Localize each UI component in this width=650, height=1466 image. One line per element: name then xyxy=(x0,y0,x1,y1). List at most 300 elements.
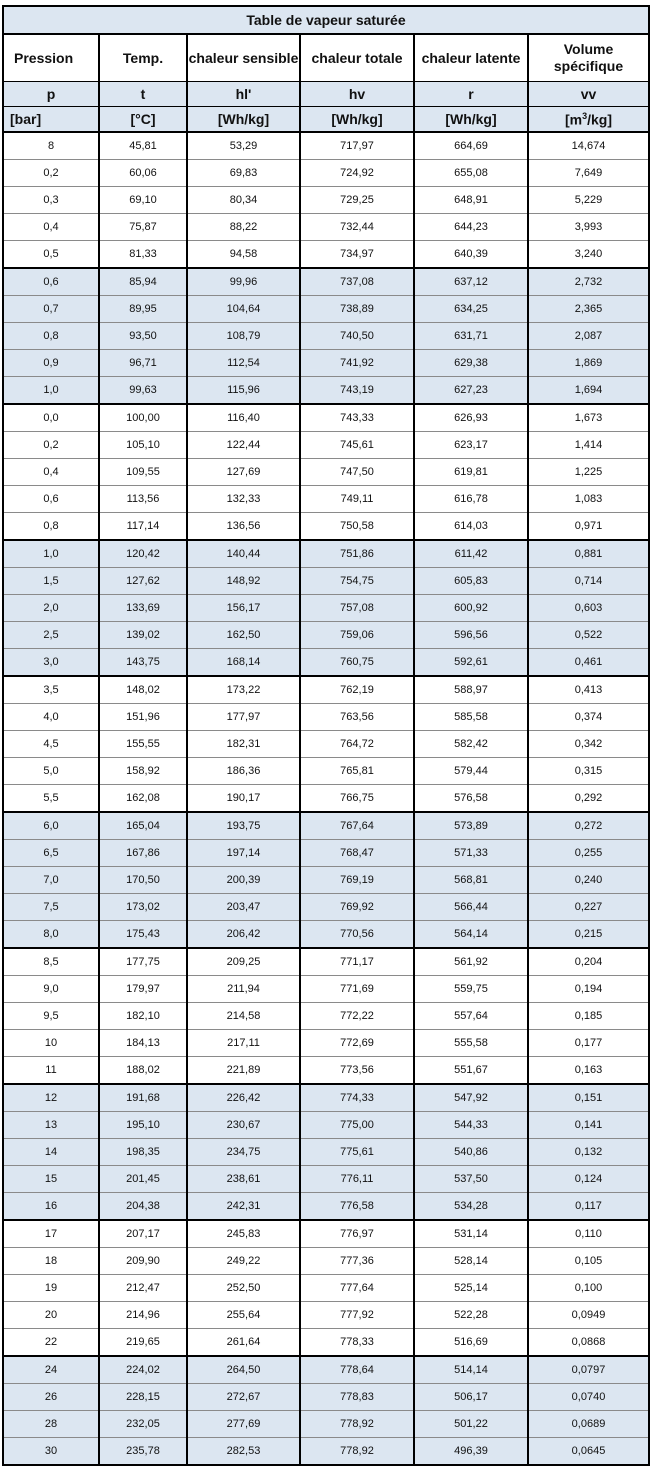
cell-pression: 16 xyxy=(3,1193,99,1221)
table-row xyxy=(3,1248,649,1275)
cell-vv: 2,087 xyxy=(528,323,649,350)
cell-r: 648,91 xyxy=(414,187,528,214)
cell-temp: 170,50 xyxy=(99,867,187,894)
table-row xyxy=(3,921,649,949)
cell-temp: 201,45 xyxy=(99,1166,187,1193)
cell-r: 640,39 xyxy=(414,241,528,269)
cell-r: 557,64 xyxy=(414,1003,528,1030)
cell-r: 592,61 xyxy=(414,649,528,677)
cell-hv: 772,22 xyxy=(300,1003,414,1030)
cell-vv: 14,674 xyxy=(528,132,649,160)
cell-vv: 0,315 xyxy=(528,758,649,785)
cell-vv: 3,993 xyxy=(528,214,649,241)
cell-hv: 729,25 xyxy=(300,187,414,214)
cell-r: 619,81 xyxy=(414,459,528,486)
cell-temp: 158,92 xyxy=(99,758,187,785)
cell-hl: 88,22 xyxy=(187,214,300,241)
cell-temp: 109,55 xyxy=(99,459,187,486)
cell-vv: 0,177 xyxy=(528,1030,649,1057)
cell-hv: 757,08 xyxy=(300,595,414,622)
table-row xyxy=(3,785,649,813)
cell-vv: 1,225 xyxy=(528,459,649,486)
table-row xyxy=(3,1112,649,1139)
cell-pression: 0,4 xyxy=(3,214,99,241)
cell-vv: 1,414 xyxy=(528,432,649,459)
cell-r: 496,39 xyxy=(414,1438,528,1466)
cell-pression: 0,2 xyxy=(3,160,99,187)
cell-vv: 0,227 xyxy=(528,894,649,921)
cell-hl: 190,17 xyxy=(187,785,300,813)
table-body xyxy=(3,132,649,1465)
table-row xyxy=(3,894,649,921)
cell-hv: 749,11 xyxy=(300,486,414,513)
cell-pression: 5,5 xyxy=(3,785,99,813)
table-row xyxy=(3,459,649,486)
cell-r: 631,71 xyxy=(414,323,528,350)
cell-pression: 7,5 xyxy=(3,894,99,921)
table-row xyxy=(3,1302,649,1329)
cell-hl: 209,25 xyxy=(187,948,300,976)
cell-temp: 179,97 xyxy=(99,976,187,1003)
cell-pression: 17 xyxy=(3,1220,99,1248)
cell-r: 579,44 xyxy=(414,758,528,785)
header-volume-specifique: Volume spécifique xyxy=(528,34,649,82)
cell-vv: 0,522 xyxy=(528,622,649,649)
cell-pression: 24 xyxy=(3,1356,99,1384)
cell-hl: 277,69 xyxy=(187,1411,300,1438)
cell-hl: 168,14 xyxy=(187,649,300,677)
cell-r: 540,86 xyxy=(414,1139,528,1166)
cell-hv: 745,61 xyxy=(300,432,414,459)
header-temp: Temp. xyxy=(99,34,187,82)
cell-hl: 115,96 xyxy=(187,377,300,405)
cell-pression: 3,5 xyxy=(3,676,99,704)
cell-hv: 747,50 xyxy=(300,459,414,486)
unit-m3-kg: $[m^3/kg]$ xyxy=(528,107,649,133)
cell-pression: 30 xyxy=(3,1438,99,1466)
cell-temp: 99,63 xyxy=(99,377,187,405)
cell-pression: 0,0 xyxy=(3,404,99,432)
cell-vv: 0,272 xyxy=(528,812,649,840)
cell-hv: 778,33 xyxy=(300,1329,414,1357)
cell-pression: 10 xyxy=(3,1030,99,1057)
cell-hl: 217,11 xyxy=(187,1030,300,1057)
cell-temp: 85,94 xyxy=(99,268,187,296)
cell-temp: 75,87 xyxy=(99,214,187,241)
cell-pression: 9,0 xyxy=(3,976,99,1003)
cell-vv: 2,365 xyxy=(528,296,649,323)
cell-hv: 763,56 xyxy=(300,704,414,731)
table-row xyxy=(3,1411,649,1438)
cell-hl: 108,79 xyxy=(187,323,300,350)
cell-hl: 148,92 xyxy=(187,568,300,595)
cell-hl: 127,69 xyxy=(187,459,300,486)
cell-temp: 165,04 xyxy=(99,812,187,840)
table-row xyxy=(3,187,649,214)
cell-hl: 177,97 xyxy=(187,704,300,731)
cell-temp: 173,02 xyxy=(99,894,187,921)
cell-r: 568,81 xyxy=(414,867,528,894)
cell-pression: 1,0 xyxy=(3,540,99,568)
cell-temp: 148,02 xyxy=(99,676,187,704)
cell-hl: 249,22 xyxy=(187,1248,300,1275)
saturated-steam-table xyxy=(2,5,650,1466)
table-row xyxy=(3,1030,649,1057)
table-row xyxy=(3,323,649,350)
cell-temp: 219,65 xyxy=(99,1329,187,1357)
table-row xyxy=(3,404,649,432)
cell-temp: 182,10 xyxy=(99,1003,187,1030)
cell-pression: 4,0 xyxy=(3,704,99,731)
table-row xyxy=(3,1084,649,1112)
cell-hl: 245,83 xyxy=(187,1220,300,1248)
cell-r: 571,33 xyxy=(414,840,528,867)
cell-hl: 193,75 xyxy=(187,812,300,840)
cell-pression: 2,0 xyxy=(3,595,99,622)
cell-vv: 5,229 xyxy=(528,187,649,214)
cell-hl: 234,75 xyxy=(187,1139,300,1166)
table-row xyxy=(3,595,649,622)
cell-r: 573,89 xyxy=(414,812,528,840)
cell-temp: 184,13 xyxy=(99,1030,187,1057)
cell-r: 566,44 xyxy=(414,894,528,921)
cell-r: 576,58 xyxy=(414,785,528,813)
cell-vv: 0,105 xyxy=(528,1248,649,1275)
cell-hl: 197,14 xyxy=(187,840,300,867)
cell-hl: 186,36 xyxy=(187,758,300,785)
table-row xyxy=(3,1003,649,1030)
cell-temp: 214,96 xyxy=(99,1302,187,1329)
cell-hl: 206,42 xyxy=(187,921,300,949)
cell-temp: 45,81 xyxy=(99,132,187,160)
cell-hv: 760,75 xyxy=(300,649,414,677)
table-row xyxy=(3,350,649,377)
cell-r: 626,93 xyxy=(414,404,528,432)
cell-temp: 113,56 xyxy=(99,486,187,513)
cell-temp: 69,10 xyxy=(99,187,187,214)
cell-r: 564,14 xyxy=(414,921,528,949)
cell-hv: 767,64 xyxy=(300,812,414,840)
cell-pression: 7,0 xyxy=(3,867,99,894)
cell-hv: 724,92 xyxy=(300,160,414,187)
cell-temp: 117,14 xyxy=(99,513,187,541)
cell-pression: 28 xyxy=(3,1411,99,1438)
cell-hl: 112,54 xyxy=(187,350,300,377)
cell-r: 644,23 xyxy=(414,214,528,241)
cell-hv: 775,00 xyxy=(300,1112,414,1139)
cell-hv: 762,19 xyxy=(300,676,414,704)
symbol-hl: hl' xyxy=(187,82,300,107)
cell-hl: 264,50 xyxy=(187,1356,300,1384)
cell-vv: 0,132 xyxy=(528,1139,649,1166)
cell-r: 555,58 xyxy=(414,1030,528,1057)
cell-hv: 717,97 xyxy=(300,132,414,160)
cell-vv: 0,0949 xyxy=(528,1302,649,1329)
cell-hl: 200,39 xyxy=(187,867,300,894)
cell-pression: 5,0 xyxy=(3,758,99,785)
table-row xyxy=(3,432,649,459)
table-row xyxy=(3,377,649,405)
cell-vv: 0,603 xyxy=(528,595,649,622)
cell-hv: 754,75 xyxy=(300,568,414,595)
cell-vv: 0,141 xyxy=(528,1112,649,1139)
cell-hv: 771,69 xyxy=(300,976,414,1003)
table-row xyxy=(3,731,649,758)
symbol-p: p xyxy=(3,82,99,107)
cell-vv: 0,374 xyxy=(528,704,649,731)
cell-r: 588,97 xyxy=(414,676,528,704)
cell-vv: 1,694 xyxy=(528,377,649,405)
cell-r: 616,78 xyxy=(414,486,528,513)
cell-vv: 0,0740 xyxy=(528,1384,649,1411)
cell-r: 600,92 xyxy=(414,595,528,622)
cell-hv: 777,92 xyxy=(300,1302,414,1329)
cell-hv: 768,47 xyxy=(300,840,414,867)
cell-hl: 156,17 xyxy=(187,595,300,622)
cell-vv: 1,673 xyxy=(528,404,649,432)
table-row xyxy=(3,568,649,595)
cell-pression: 0,6 xyxy=(3,268,99,296)
symbol-vv: vv xyxy=(528,82,649,107)
cell-temp: 195,10 xyxy=(99,1112,187,1139)
cell-r: 537,50 xyxy=(414,1166,528,1193)
cell-temp: 209,90 xyxy=(99,1248,187,1275)
cell-hv: 778,64 xyxy=(300,1356,414,1384)
cell-hl: 261,64 xyxy=(187,1329,300,1357)
cell-r: 582,42 xyxy=(414,731,528,758)
cell-temp: 167,86 xyxy=(99,840,187,867)
table-title: Table de vapeur saturée xyxy=(3,6,649,34)
table-row xyxy=(3,649,649,677)
cell-hl: 104,64 xyxy=(187,296,300,323)
cell-hl: 69,83 xyxy=(187,160,300,187)
cell-vv: 1,869 xyxy=(528,350,649,377)
cell-hv: 751,86 xyxy=(300,540,414,568)
cell-temp: 89,95 xyxy=(99,296,187,323)
cell-vv: 0,0689 xyxy=(528,1411,649,1438)
cell-vv: 0,240 xyxy=(528,867,649,894)
cell-r: 664,69 xyxy=(414,132,528,160)
cell-vv: 7,649 xyxy=(528,160,649,187)
cell-pression: 0,7 xyxy=(3,296,99,323)
cell-r: 614,03 xyxy=(414,513,528,541)
cell-pression: 19 xyxy=(3,1275,99,1302)
cell-temp: 105,10 xyxy=(99,432,187,459)
cell-hv: 776,11 xyxy=(300,1166,414,1193)
cell-hl: 238,61 xyxy=(187,1166,300,1193)
cell-hv: 743,33 xyxy=(300,404,414,432)
table-row xyxy=(3,1220,649,1248)
table-row xyxy=(3,160,649,187)
cell-temp: 162,08 xyxy=(99,785,187,813)
cell-hv: 776,97 xyxy=(300,1220,414,1248)
cell-pression: 12 xyxy=(3,1084,99,1112)
cell-r: 559,75 xyxy=(414,976,528,1003)
cell-r: 551,67 xyxy=(414,1057,528,1085)
cell-vv: 0,881 xyxy=(528,540,649,568)
cell-hv: 778,83 xyxy=(300,1384,414,1411)
table-row xyxy=(3,1275,649,1302)
table-row xyxy=(3,704,649,731)
cell-hv: 769,19 xyxy=(300,867,414,894)
cell-hv: 772,69 xyxy=(300,1030,414,1057)
table-row xyxy=(3,1193,649,1221)
symbol-r: r xyxy=(414,82,528,107)
cell-hl: 53,29 xyxy=(187,132,300,160)
cell-pression: 0,6 xyxy=(3,486,99,513)
cell-vv: 0,185 xyxy=(528,1003,649,1030)
cell-hl: 80,34 xyxy=(187,187,300,214)
cell-r: 627,23 xyxy=(414,377,528,405)
cell-hl: 282,53 xyxy=(187,1438,300,1466)
cell-pression: 22 xyxy=(3,1329,99,1357)
cell-hl: 182,31 xyxy=(187,731,300,758)
cell-temp: 235,78 xyxy=(99,1438,187,1466)
cell-r: 585,58 xyxy=(414,704,528,731)
cell-vv: 0,194 xyxy=(528,976,649,1003)
cell-r: 534,28 xyxy=(414,1193,528,1221)
header-chaleur-sensible: chaleur sensible xyxy=(187,34,300,82)
table-row xyxy=(3,296,649,323)
cell-pression: 9,5 xyxy=(3,1003,99,1030)
cell-pression: 18 xyxy=(3,1248,99,1275)
table-row xyxy=(3,867,649,894)
cell-r: 596,56 xyxy=(414,622,528,649)
header-names-row xyxy=(3,34,649,82)
cell-vv: 0,342 xyxy=(528,731,649,758)
cell-pression: 0,4 xyxy=(3,459,99,486)
cell-pression: 15 xyxy=(3,1166,99,1193)
table-row xyxy=(3,1329,649,1357)
cell-hl: 255,64 xyxy=(187,1302,300,1329)
cell-hv: 732,44 xyxy=(300,214,414,241)
cell-r: 544,33 xyxy=(414,1112,528,1139)
cell-vv: 0,117 xyxy=(528,1193,649,1221)
cell-temp: 177,75 xyxy=(99,948,187,976)
cell-pression: 0,9 xyxy=(3,350,99,377)
cell-hv: 765,81 xyxy=(300,758,414,785)
cell-hv: 775,61 xyxy=(300,1139,414,1166)
cell-temp: 207,17 xyxy=(99,1220,187,1248)
cell-r: 605,83 xyxy=(414,568,528,595)
cell-hl: 132,33 xyxy=(187,486,300,513)
cell-vv: 0,255 xyxy=(528,840,649,867)
table-row xyxy=(3,486,649,513)
cell-pression: 8,0 xyxy=(3,921,99,949)
table-row xyxy=(3,622,649,649)
cell-temp: 204,38 xyxy=(99,1193,187,1221)
cell-r: 501,22 xyxy=(414,1411,528,1438)
cell-pression: 14 xyxy=(3,1139,99,1166)
header-units-row xyxy=(3,107,649,133)
cell-hv: 777,64 xyxy=(300,1275,414,1302)
cell-hv: 741,92 xyxy=(300,350,414,377)
cell-temp: 139,02 xyxy=(99,622,187,649)
cell-r: 655,08 xyxy=(414,160,528,187)
table-row xyxy=(3,540,649,568)
cell-pression: 0,2 xyxy=(3,432,99,459)
cell-hl: 162,50 xyxy=(187,622,300,649)
cell-hl: 136,56 xyxy=(187,513,300,541)
table-row xyxy=(3,1139,649,1166)
cell-vv: 0,204 xyxy=(528,948,649,976)
cell-temp: 228,15 xyxy=(99,1384,187,1411)
cell-temp: 143,75 xyxy=(99,649,187,677)
cell-vv: 0,151 xyxy=(528,1084,649,1112)
cell-temp: 224,02 xyxy=(99,1356,187,1384)
cell-temp: 212,47 xyxy=(99,1275,187,1302)
cell-pression: 0,8 xyxy=(3,323,99,350)
cell-temp: 120,42 xyxy=(99,540,187,568)
cell-vv: 1,083 xyxy=(528,486,649,513)
cell-hv: 769,92 xyxy=(300,894,414,921)
cell-pression: 6,0 xyxy=(3,812,99,840)
cell-pression: 1,0 xyxy=(3,377,99,405)
table-row xyxy=(3,1384,649,1411)
cell-hv: 773,56 xyxy=(300,1057,414,1085)
cell-r: 623,17 xyxy=(414,432,528,459)
cell-hl: 211,94 xyxy=(187,976,300,1003)
unit-bar: [bar] xyxy=(3,107,99,133)
cell-vv: 0,714 xyxy=(528,568,649,595)
cell-hv: 764,72 xyxy=(300,731,414,758)
cell-r: 637,12 xyxy=(414,268,528,296)
cell-pression: 20 xyxy=(3,1302,99,1329)
cell-hv: 774,33 xyxy=(300,1084,414,1112)
cell-temp: 191,68 xyxy=(99,1084,187,1112)
cell-pression: 6,5 xyxy=(3,840,99,867)
cell-r: 514,14 xyxy=(414,1356,528,1384)
table-row xyxy=(3,676,649,704)
cell-vv: 0,215 xyxy=(528,921,649,949)
cell-temp: 151,96 xyxy=(99,704,187,731)
cell-temp: 188,02 xyxy=(99,1057,187,1085)
symbol-t: t xyxy=(99,82,187,107)
cell-pression: 8 xyxy=(3,132,99,160)
symbol-hv: hv xyxy=(300,82,414,107)
cell-temp: 232,05 xyxy=(99,1411,187,1438)
cell-temp: 133,69 xyxy=(99,595,187,622)
cell-temp: 60,06 xyxy=(99,160,187,187)
cell-vv: 0,110 xyxy=(528,1220,649,1248)
header-chaleur-totale: chaleur totale xyxy=(300,34,414,82)
cell-hl: 99,96 xyxy=(187,268,300,296)
table-row xyxy=(3,132,649,160)
cell-hl: 94,58 xyxy=(187,241,300,269)
table-row xyxy=(3,812,649,840)
cell-hl: 221,89 xyxy=(187,1057,300,1085)
cell-pression: 8,5 xyxy=(3,948,99,976)
unit-celsius: [°C] xyxy=(99,107,187,133)
cell-pression: 1,5 xyxy=(3,568,99,595)
cell-hv: 770,56 xyxy=(300,921,414,949)
cell-hl: 116,40 xyxy=(187,404,300,432)
table-row xyxy=(3,1356,649,1384)
table-row xyxy=(3,948,649,976)
cell-hv: 771,17 xyxy=(300,948,414,976)
cell-hl: 203,47 xyxy=(187,894,300,921)
cell-pression: 0,8 xyxy=(3,513,99,541)
cell-temp: 198,35 xyxy=(99,1139,187,1166)
cell-r: 522,28 xyxy=(414,1302,528,1329)
table-row xyxy=(3,268,649,296)
cell-pression: 4,5 xyxy=(3,731,99,758)
cell-vv: 0,413 xyxy=(528,676,649,704)
cell-hv: 740,50 xyxy=(300,323,414,350)
cell-vv: 0,163 xyxy=(528,1057,649,1085)
cell-temp: 100,00 xyxy=(99,404,187,432)
cell-hl: 214,58 xyxy=(187,1003,300,1030)
